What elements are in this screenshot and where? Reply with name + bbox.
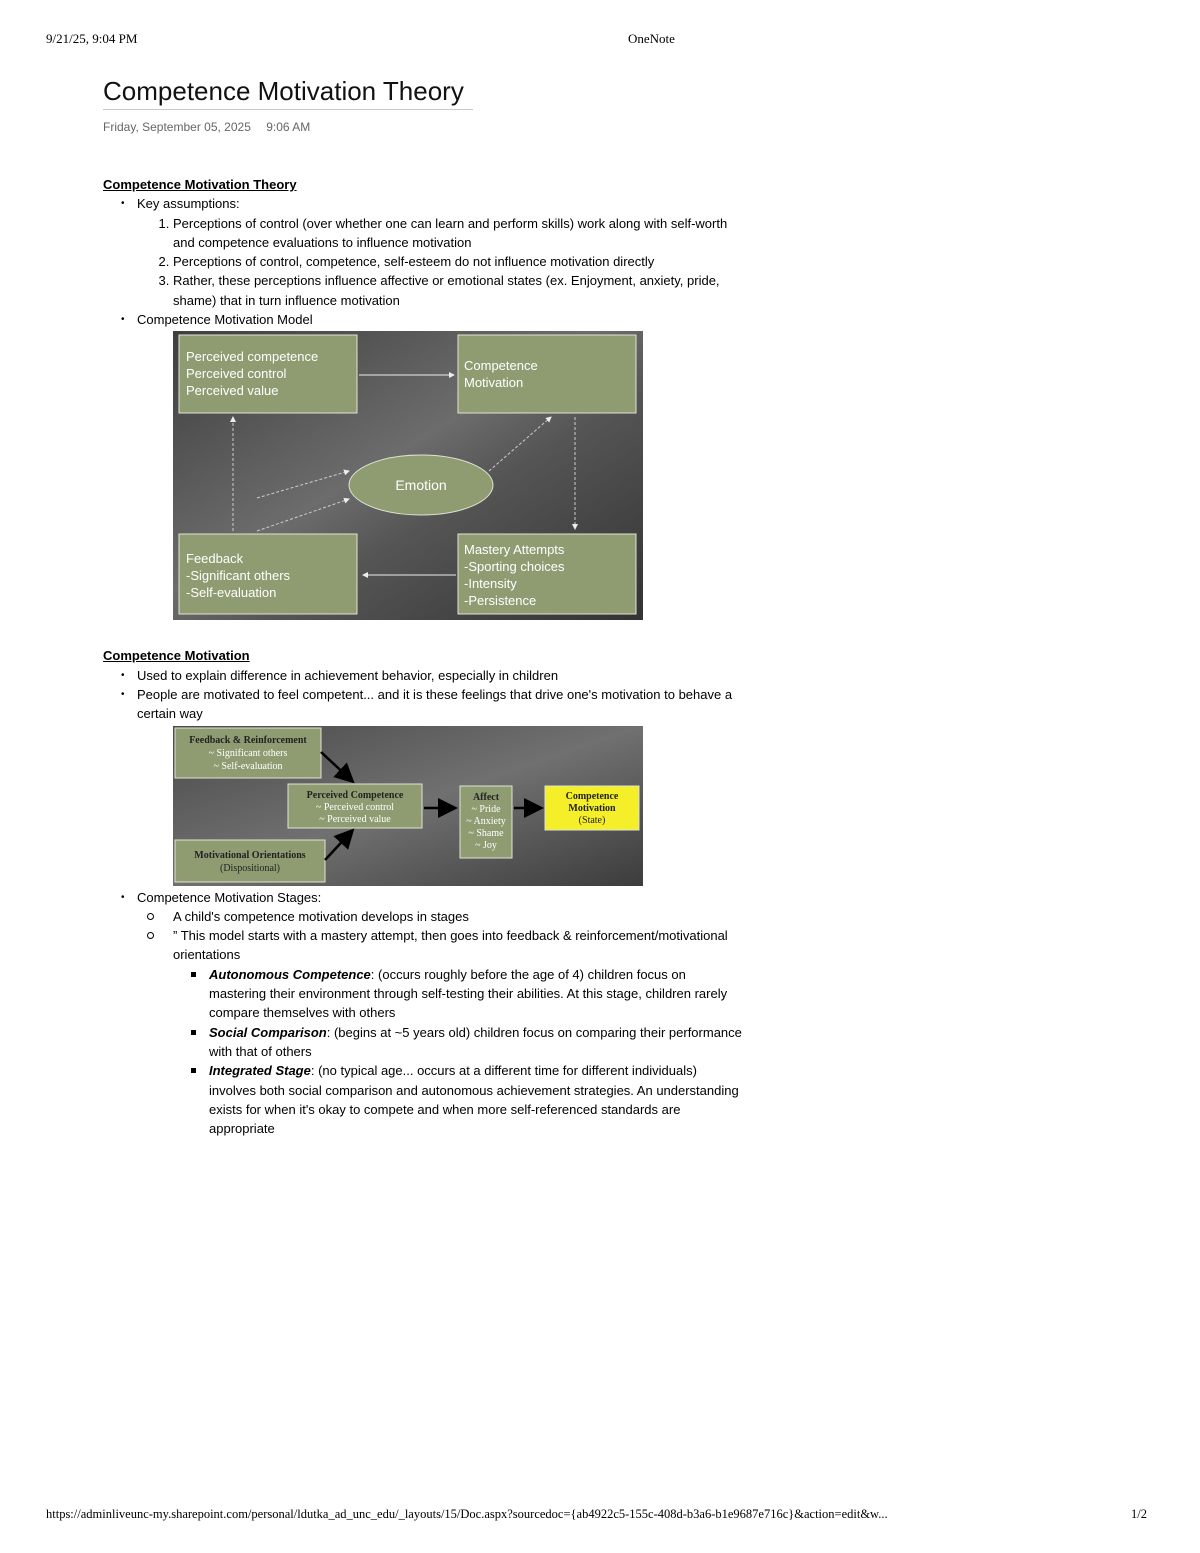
flow-affect-line: ~ Pride	[471, 803, 501, 815]
flow-feedback-line: ~ Significant others	[208, 747, 288, 759]
stage-point-text: ” This model starts with a mastery attempt, then goes into feedback & reinforcement/motivational orientations	[173, 928, 728, 963]
box-feedback-line: -Self-evaluation	[186, 585, 277, 601]
list-item	[137, 194, 743, 310]
list-item	[137, 685, 743, 886]
emotion-label: Emotion	[395, 477, 447, 494]
stage-text: : (no typical age... occurs at a different time for different individuals) involves both social comparison and autonomous achievement strategies. An understanding exists for when it's okay to compete and when more self-referenced standards are appropriate	[209, 1063, 739, 1137]
box-motivation-line: Competence	[464, 358, 538, 374]
flow-orientations-line: Motivational Orientations	[194, 849, 306, 861]
assumption-item: 3. Rather, these perceptions influence affective or emotional states (ex. Enjoyment, anxiety, pride, shame) that in turn influence motivation	[173, 271, 743, 310]
model-label: Competence Motivation Model	[137, 312, 313, 328]
flow-motivation-line: (State)	[578, 814, 606, 826]
page-datetime	[103, 120, 310, 134]
bullet-text: People are motivated to feel competent... and it is these feelings that drive one's motivation to behave a certain way	[137, 686, 733, 722]
list-item: • Used to explain difference in achievement behavior, especially in children	[137, 666, 743, 685]
print-header-datetime: 9/21/25, 9:04 PM	[46, 31, 138, 46]
stage-term: Integrated Stage	[209, 1063, 311, 1079]
page-date: Friday, September 05, 2025	[103, 120, 251, 134]
flow-perceived-line: Perceived Competence	[306, 789, 404, 801]
flow-perceived-line: ~ Perceived control	[315, 801, 395, 813]
competence-motivation-flow-diagram	[173, 726, 643, 886]
stages-label: Competence Motivation Stages:	[137, 889, 322, 905]
flow-affect-line: Affect	[472, 791, 500, 803]
stage-term: Autonomous Competence	[209, 966, 371, 982]
flow-affect-line: ~ Anxiety	[466, 815, 506, 827]
box-feedback-line: Feedback	[186, 551, 244, 567]
flow-motivation-line: Motivation	[568, 802, 616, 814]
list-item	[137, 310, 743, 620]
stage-item	[209, 1023, 743, 1062]
section2-list	[103, 666, 743, 1139]
section1-heading: Competence Motivation Theory	[103, 177, 297, 192]
stage-points-list	[137, 907, 743, 1139]
box-mastery-line: -Intensity	[464, 576, 517, 592]
section2-heading: Competence Motivation	[103, 648, 250, 664]
stage-text: : (occurs roughly before the age of 4) children focus on mastering their environment through self-testing their abilities. At this stage, children rarely compare themselves with others	[209, 966, 728, 1021]
box-motivation-line: Motivation	[464, 375, 524, 391]
flow-orientations-line: (Dispositional)	[220, 862, 280, 874]
stage-term: Social Comparison	[209, 1024, 327, 1040]
box-mastery-line: -Sporting choices	[464, 559, 565, 575]
stage-point: A child's competence motivation develops in stages	[173, 907, 743, 926]
stage-text: : (begins at ~5 years old) children focus on comparing their performance with that of others	[209, 1024, 742, 1059]
flow-perceived-line: ~ Perceived value	[319, 813, 391, 825]
box-mastery-line: Mastery Attempts	[464, 542, 565, 558]
assumptions-list	[137, 214, 743, 310]
page-title: Competence Motivation Theory	[103, 76, 473, 110]
flow-feedback-line: Feedback & Reinforcement	[189, 734, 307, 746]
page-time: 9:06 AM	[266, 120, 311, 134]
print-header-app-name: OneNote	[628, 31, 675, 46]
stage-item	[209, 1061, 743, 1138]
stage-item	[209, 965, 743, 1023]
key-assumptions-label: Key assumptions:	[137, 196, 240, 212]
stages-list	[173, 965, 743, 1139]
box-feedback-line: -Significant others	[186, 568, 291, 584]
box-perceived-line: Perceived control	[186, 366, 287, 382]
assumption-item: 1. Perceptions of control (over whether one can learn and perform skills) work along with self-worth and competence evaluations to influence motivation	[173, 214, 743, 253]
list-item	[137, 888, 743, 1139]
box-mastery-line: -Persistence	[464, 593, 537, 609]
flow-feedback-line: ~ Self-evaluation	[213, 760, 283, 772]
flow-affect-line: ~ Joy	[475, 839, 497, 851]
box-perceived-line: Perceived value	[186, 383, 279, 399]
print-footer-url: https://adminliveunc-my.sharepoint.com/personal/ldutka_ad_unc_edu/_layouts/15/Doc.aspx?sourcedoc={ab4922c5-155c-408d-b3a6-b1e9687e716c}&action=edit&w...	[46, 1507, 888, 1521]
note-content	[103, 175, 743, 1138]
stage-point	[173, 926, 743, 1138]
box-perceived-line: Perceived competence	[186, 349, 319, 365]
section1-list	[103, 194, 743, 620]
flow-motivation-line: Competence	[565, 790, 619, 802]
print-footer-page-number: 1/2	[1131, 1507, 1147, 1521]
flow-affect-line: ~ Shame	[468, 827, 504, 839]
competence-motivation-model-diagram	[173, 331, 643, 620]
assumption-item: 2. Perceptions of control, competence, self-esteem do not influence motivation directly	[173, 252, 743, 271]
